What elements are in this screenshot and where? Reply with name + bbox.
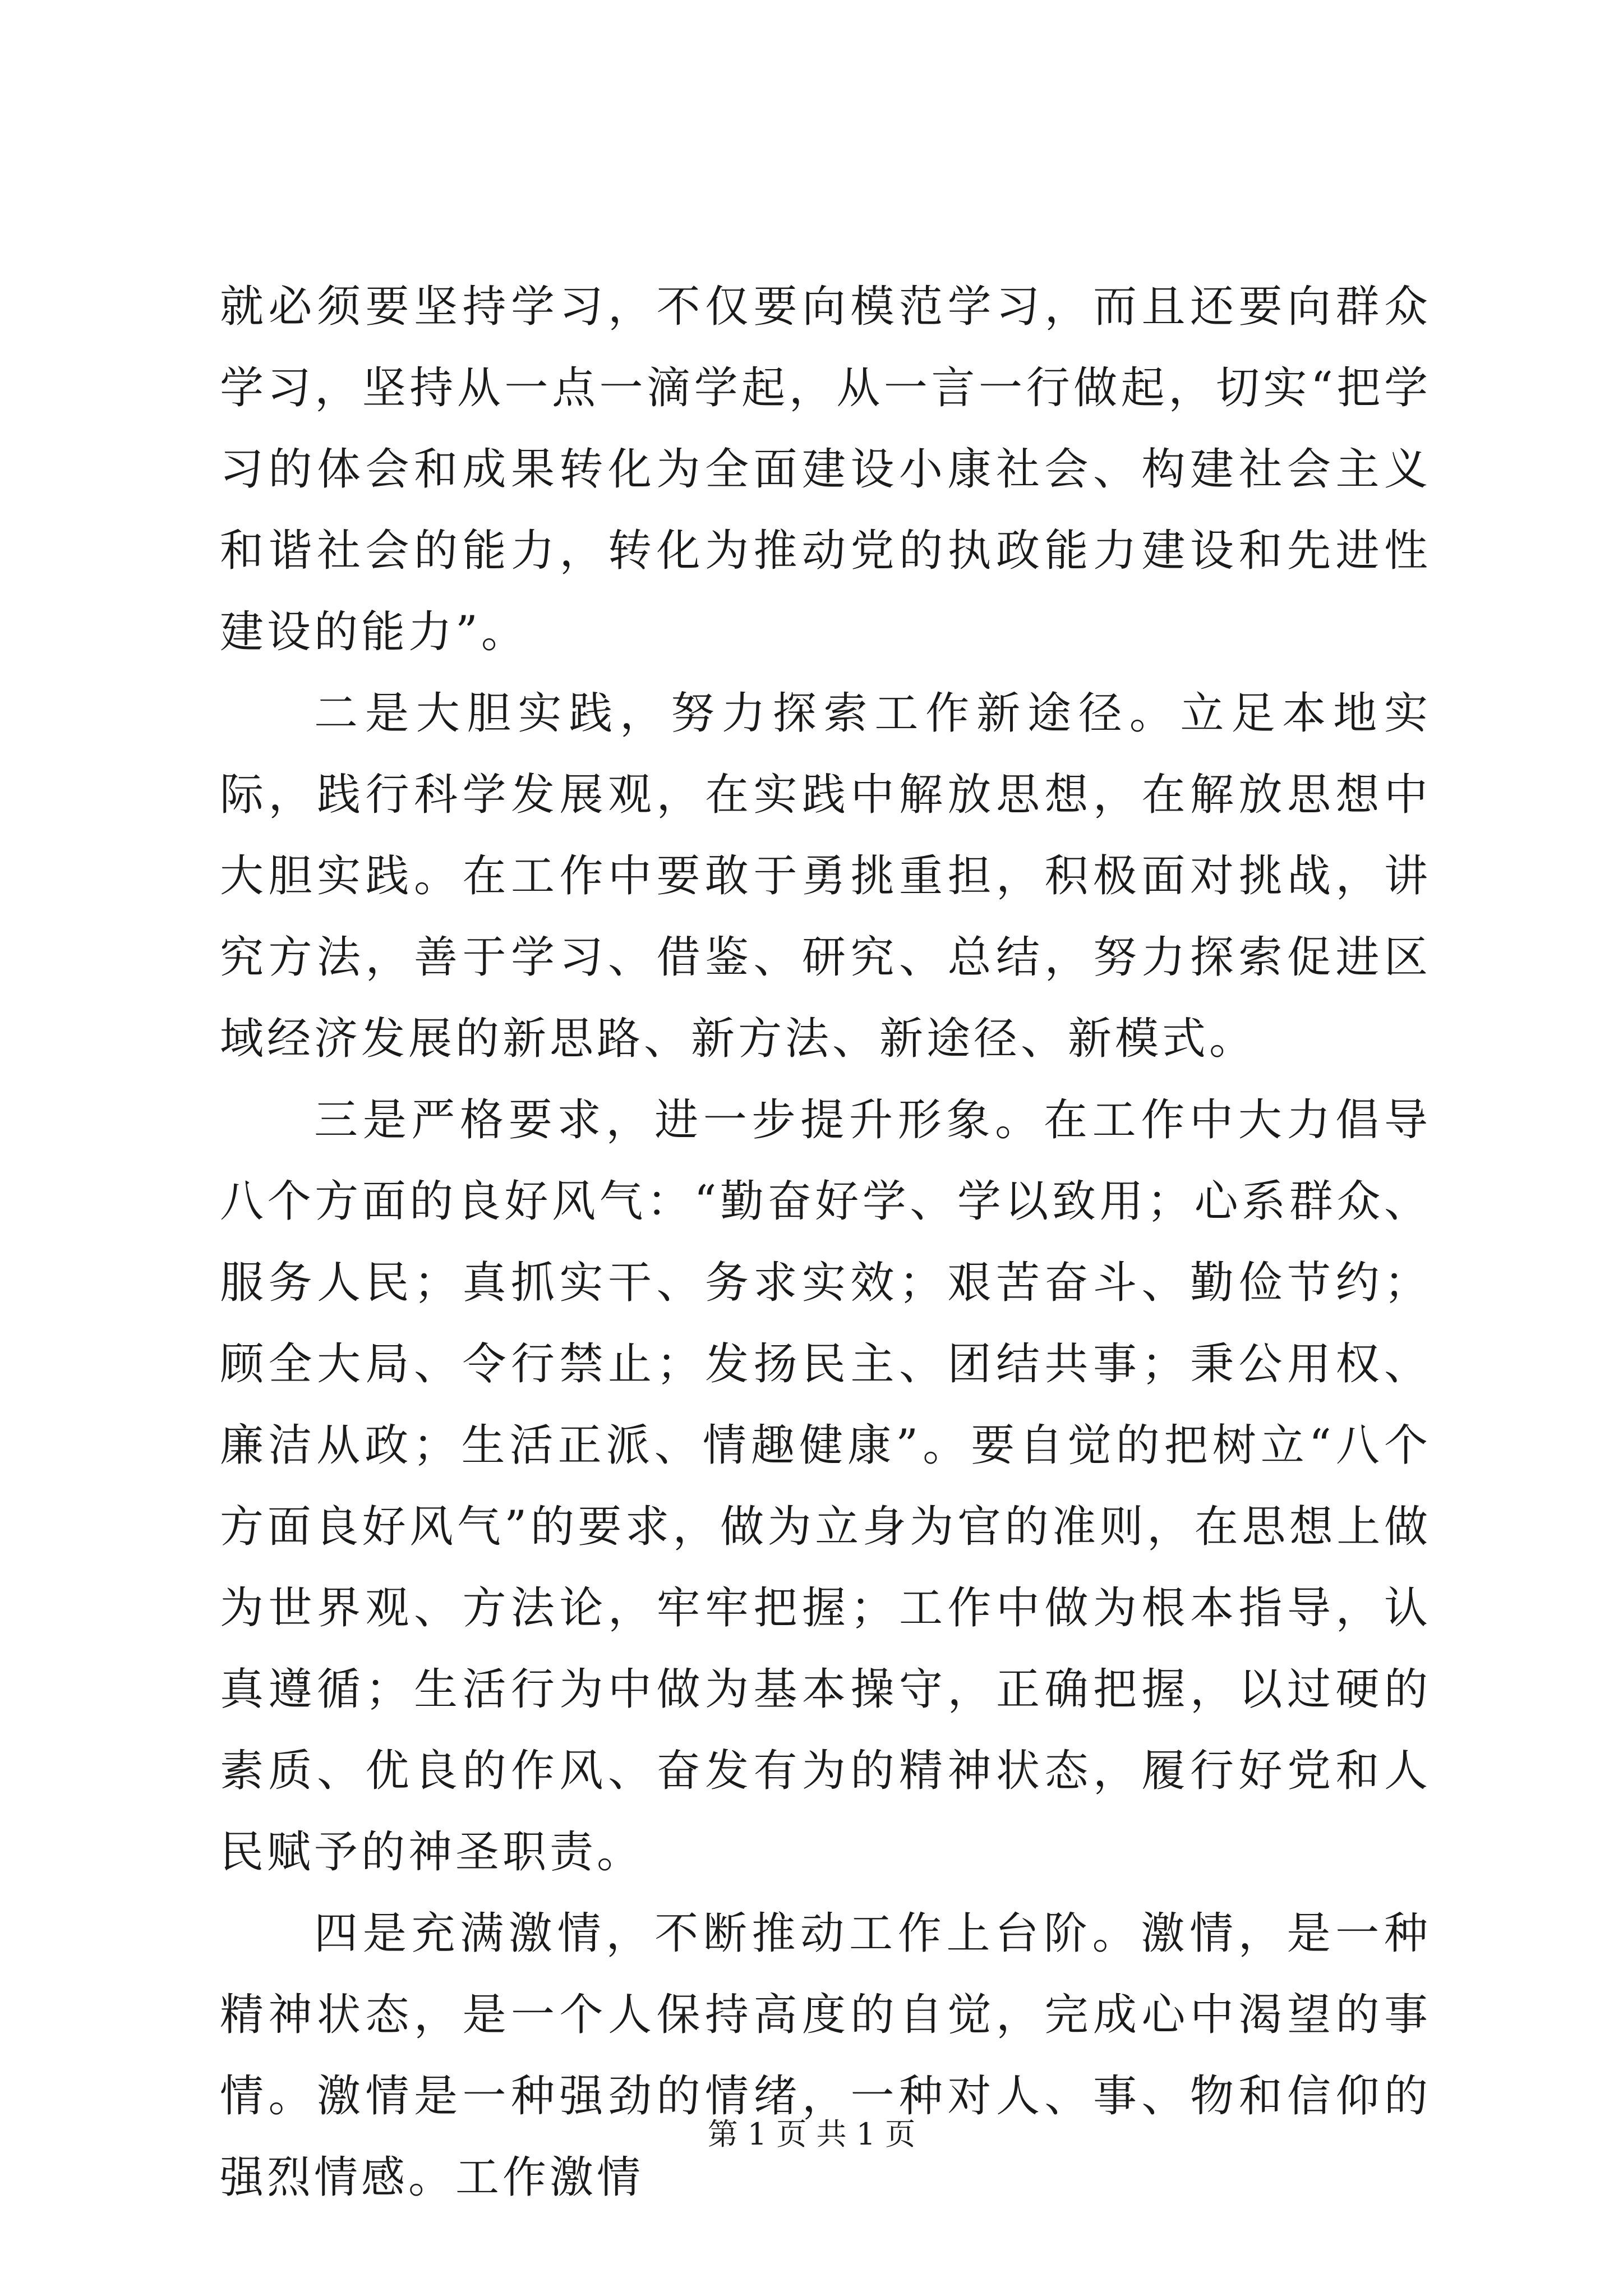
paragraph-2: 二是大胆实践，努力探索工作新途径。立足本地实际，践行科学发展观，在实践中解放思想，在解放思想中大胆实践。在工作中要敢于勇挑重担，积极面对挑战，讲究方法，善于学习、借鉴、研究、总结，努力探索促进区域经济发展的新思路、新方法、新途径、新模式。 (220, 688, 1431, 1064)
paragraph-1: 就必须要坚持学习，不仅要向模范学习，而且还要向群众学习，坚持从一点一滴学起，从一言一行做起，切实“把学习的体会和成果转化为全面建设小康社会、构建社会主义和谐社会的能力，转化为推动党的执政能力建设和先进性建设的能力”。 (220, 282, 1431, 657)
paragraph-3: 三是严格要求，进一步提升形象。在工作中大力倡导八个方面的良好风气：“勤奋好学、学以致用；心系群众、服务人民；真抓实干、务求实效；艰苦奋斗、勤俭节约；顾全大局、令行禁止；发扬民主、团结共事；秉公用权、廉洁从政；生活正派、情趣健康”。要自觉的把树立“八个方面良好风气”的要求，做为立身为官的准则，在思想上做为世界观、方法论，牢牢把握；工作中做为根本指导，认真遵循；生活行为中做为基本操守，正确把握，以过硬的素质、优良的作风、奋发有为的精神状态，履行好党和人民赋予的神圣职责。 (220, 1095, 1431, 1878)
page-number-footer: 第 1 页 共 1 页 (707, 2116, 916, 2152)
paragraph-4: 四是充满激情，不断推动工作上台阶。激情，是一种精神状态，是一个人保持高度的自觉，完成心中渴望的事情。激情是一种强劲的情绪，一种对人、事、物和信仰的强烈情感。工作激情 (220, 1908, 1431, 2203)
document-body (220, 266, 1431, 2219)
